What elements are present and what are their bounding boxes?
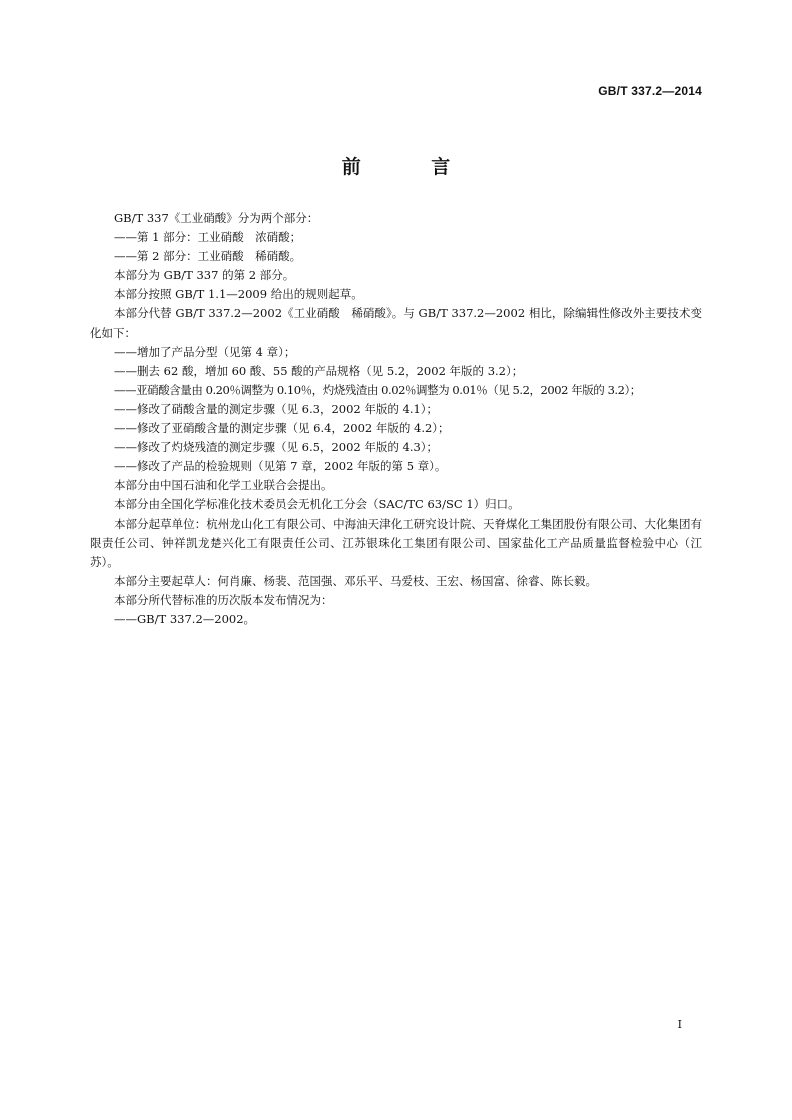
paragraph: 本部分起草单位：杭州龙山化工有限公司、中海油天津化工研究设计院、天脊煤化工集团股份有限公司、大化集团有限责任公司、钟祥凯龙楚兴化工有限责任公司、江苏银珠化工集团有限公司、国家盐化工产品质量监督检验中心（江苏）。 [90, 516, 702, 569]
paragraph: 本部分为 GB/T 337 的第 2 部分。 [114, 268, 295, 283]
paragraph: 本部分所代替标准的历次版本发布情况为： [114, 592, 333, 607]
list-item: ——修改了产品的检验规则（见第 7 章，2002 年版的第 5 章）。 [114, 459, 447, 474]
page-number: I [677, 1018, 682, 1031]
paragraph: 本部分代替 GB/T 337.2—2002《工业硝酸 稀硝酸》。与 GB/T 337.2—2002 相比，除编辑性修改外主要技术变化如下： [90, 306, 702, 340]
paragraph: 本部分由全国化学标准化技术委员会无机化工分会（SAC/TC 63/SC 1）归口。 [114, 497, 520, 512]
list-item: ——第 2 部分：工业硝酸 稀硝酸。 [114, 249, 302, 264]
paragraph: GB/T 337《工业硝酸》分为两个部分： [114, 211, 319, 225]
list-item: ——修改了硝酸含量的测定步骤（见 6.3，2002 年版的 4.1）； [114, 401, 439, 416]
list-item: ——修改了灼烧残渣的测定步骤（见 6.5，2002 年版的 4.3）； [114, 440, 439, 455]
list-item: ——修改了亚硝酸含量的测定步骤（见 6.4，2002 年版的 4.2）； [114, 421, 450, 436]
list-item: ——增加了产品分型（见第 4 章）； [114, 344, 296, 359]
list-item: ——删去 62 酸，增加 60 酸、55 酸的产品规格（见 5.2，2002 年版的 3.2）； [114, 363, 524, 378]
list-item: ——GB/T 337.2—2002。 [114, 611, 256, 626]
page-title: 前 言 [341, 156, 483, 178]
list-item: ——亚硝酸含量由 0.20％调整为 0.10％，灼烧残渣由 0.02％调整为 0.01％（见 5.2，2002 年版的 3.2）； [114, 382, 641, 397]
header-standard-code: GB/T 337.2—2014 [598, 84, 702, 98]
list-item: ——第 1 部分：工业硝酸 浓硝酸； [114, 230, 302, 245]
paragraph: 本部分由中国石油和化学工业联合会提出。 [114, 478, 333, 493]
body-text [90, 209, 702, 629]
paragraph: 本部分按照 GB/T 1.1—2009 给出的规则起草。 [114, 287, 363, 302]
paragraph: 本部分主要起草人：何肖廉、杨裴、范国强、邓乐平、马爱枝、王宏、杨国富、徐睿、陈长毅。 [114, 573, 597, 588]
